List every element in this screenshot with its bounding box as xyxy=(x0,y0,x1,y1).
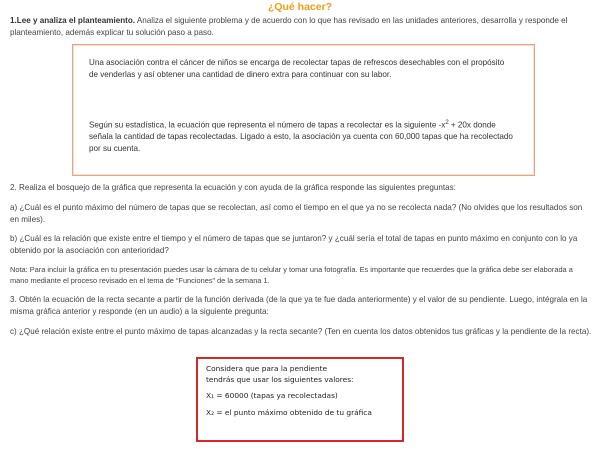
equation-text-before: Según su estadística, la ecuación que representa el número de tapas a recolectar es la siguiente -x xyxy=(89,120,446,130)
hint-x1: X₁ = 60000 (tapas ya recolectadas) xyxy=(206,391,338,400)
problem-box xyxy=(72,44,535,176)
question-a: a) ¿Cuál es el punto máximo del número de tapas que se recolectan, así como el tiempo en el que ya no se recolecta nada? (No olvides que los resultados son en miles). xyxy=(10,203,583,224)
hint-box xyxy=(196,357,404,442)
step-1-text: Analiza el siguiente problema y de acuerdo con lo que has revisado en las unidades anteriores, desarrolla y responde el planteamiento, además explicar tu solución paso a paso. xyxy=(10,16,568,37)
equation-exponent: 2 xyxy=(445,120,449,126)
hint-line-1: Considera que para la pendiente xyxy=(206,364,328,373)
question-b: b) ¿Cuál es la relación que existe entre el tiempo y el número de tapas que se juntaron? y ¿cuál sería el total de tapas en punto máximo en conjunto con lo ya obtenido por la asociación con anterioridad? xyxy=(10,234,578,255)
problem-paragraph-2 xyxy=(89,118,519,154)
equation-text-after: + 20x donde señala la cantidad de tapas recolectadas. Ligado a esto, la asociación ya cuenta con 60,000 tapas que ha recolectado por su cuenta. xyxy=(89,120,513,153)
step-2-paragraph: 2. Realiza el bosquejo de la gráfica que representa la ecuación y con ayuda de la gráfica responde las siguientes preguntas: xyxy=(10,183,456,192)
question-c: c) ¿Qué relación existe entre el punto máximo de tapas alcanzadas y la recta secante? (Ten en cuenta los datos obtenidos tus gráficas y la pendiente de la recta). xyxy=(10,327,592,336)
problem-paragraph-1: Una asociación contra el cáncer de niños se encarga de recolectar tapas de refrescos desechables con el propósito de venderlas y así obtener una cantidad de dinero extra para continuar con su labor. xyxy=(89,58,505,79)
hint-line-2: tendrás que usar los siguientes valores: xyxy=(206,374,354,384)
page-title: ¿Qué hacer? xyxy=(267,1,333,13)
hint-x2: X₂ = el punto máximo obtenido de tu gráfica xyxy=(206,407,372,417)
step-1-paragraph xyxy=(10,15,590,38)
note-paragraph: Nota: Para incluir la gráfica en tu presentación puedes usar la cámara de tu celular y tomar una fotografía. Es importante que recuerdes que la gráfica debe ser elaborada a mano mediante el proceso revisado en el tema de “Funciones” de la semana 1. xyxy=(10,265,573,285)
step-1-lead: 1.Lee y analiza el planteamiento. xyxy=(10,16,136,25)
step-3-paragraph: 3. Obtén la ecuación de la recta secante a partir de la función derivada (de la que ya te fue dada anteriormente) y el valor de su pendiente. Luego, intégrala en la misma gráfica anterior y responde (en un audio) a la siguiente pregunta: xyxy=(10,295,588,316)
